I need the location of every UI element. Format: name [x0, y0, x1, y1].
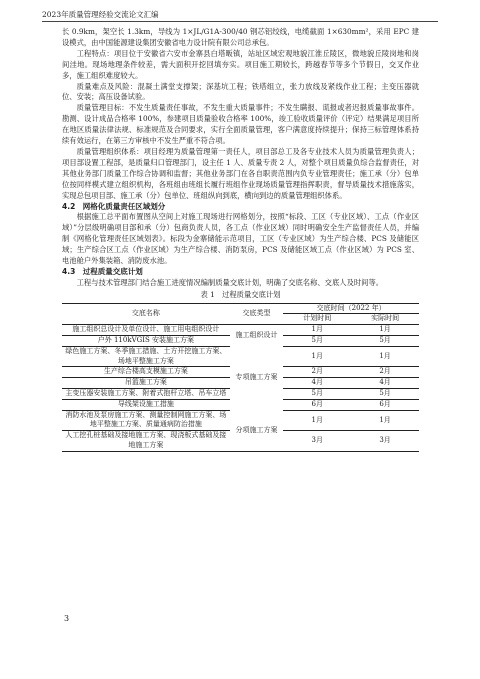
row-name: 吊篮施工方案: [62, 378, 230, 389]
row-actual: 4月: [351, 378, 419, 389]
row-planned: 1月: [283, 325, 351, 336]
header-type: 交底类型: [230, 303, 284, 325]
row-name: 生产综合楼高支模施工方案: [62, 367, 230, 378]
row-planned: 4月: [283, 378, 351, 389]
row-planned: 1月: [283, 346, 351, 367]
header-planned: 计划时间: [283, 314, 351, 325]
running-header: 2023年质量管理经验交流论文汇编: [42, 10, 159, 19]
row-name: 户外 110kVGIS 安装施工方案: [62, 336, 230, 347]
row-name: 施工组织总设计及单位设计、施工用电组织设计: [62, 325, 230, 336]
paragraph-features: 工程特点：项目位于安徽省六安市金寨县白塔畈镇，站址区域宏观地貌江淮丘陵区，微地貌丘陵岗地和岗间洼地。现场地理条件较差，需大面积开挖回填夯实。项目施工期较长，跨越春节等多个节假日，交叉作业多，施工组织难度较大。: [62, 48, 419, 80]
paragraph-briefing-plan: 工程与技术管理部门结合施工进度情况编制质量交底计划，明确了交底名称、交底人及时间等。: [76, 277, 384, 287]
row-planned: 2月: [283, 367, 351, 378]
row-planned: 1月: [283, 410, 351, 431]
row-actual: 5月: [351, 389, 419, 400]
header-name: 交底名称: [62, 303, 230, 325]
briefing-plan-table: [62, 303, 419, 452]
header-rule: [42, 21, 438, 22]
row-type: 分项施工方案: [230, 410, 284, 451]
table-row: [62, 410, 419, 431]
row-actual: 1月: [351, 346, 419, 367]
row-actual: 3月: [351, 431, 419, 452]
section-heading-4-2: 4.2 网格化质量责任区域划分: [62, 201, 166, 211]
row-name: 绿色施工方案、冬季施工措施、土方开挖施工方案、场地平整施工方案: [62, 346, 230, 367]
section-heading-4-3: 4.3 过程质量交底计划: [62, 266, 143, 276]
table-row: [62, 346, 419, 367]
paragraph-targets: 质量管理目标：不发生质量责任事故，不发生重大质量事件；不发生瞒报、谎报或者迟报质量事故事件。勘测、设计成品合格率 100%，参建项目质量验收合格率 100%，竣工验收质量评价（评定）结果满足项目所在地区质量法律法规、标准规范及合同要求，实行全面质量管理，客户满意度持续提升；保持三标管理体系持续有效运行，在第三方审核中不发生严重不符合项。: [62, 103, 419, 146]
row-name: 主变压器安装施工方案、附着式抱杆立塔、吊车立塔: [62, 389, 230, 400]
row-actual: 1月: [351, 325, 419, 336]
header-time-group: 交底时间（2022 年）: [283, 303, 419, 314]
row-actual: 1月: [351, 410, 419, 431]
row-type: 专项施工方案: [235, 373, 278, 382]
header-actual: 实际时间: [351, 314, 419, 325]
paragraph-organization: 质量管理组织体系：项目经理为质量管理第一责任人，项目部总工及各专业技术人员为质量管理负责人；项目部设置工程部，是质量归口管理部门，设主任 1 人、质量专责 2 人，对整个项目质量负综合监督责任，对其他业务部门质量工作综合协调和监督；其他业务部门在各自职责范围内负专业管理责任；施工承（分）包单位按同样模式建立组织机构，各班组由班组长履行班组作业现场质量管理指挥职责，督导质量技术措施落实，实现总包项目部、施工承（分）包单位、班组纵向到底，横向到边的质量管理组织体系。: [62, 146, 419, 200]
paragraph-grid-division: 根据施工总平面布置图从空间上对施工现场进行网格划分，按照“标段、工区（专业区域）、工点（作业区域）”分层级明确项目部和承（分）包商负责人员，各工点（作业区域）同时明确安全生产监督责任人员，并编制《网格化管理责任区域划表》。标段为金寨储能示范项目，工区（专业区域）为生产综合楼、PCS 及储能区域；生产综合区工点（作业区域）为生产综合楼、消防泵房，PCS 及储能区域工点（作业区域）为 PCS 室、电池舱户外集装箱、消防废水池。: [62, 212, 419, 266]
table-row: [62, 325, 419, 336]
row-name: 导线架设施工措施: [62, 399, 230, 410]
row-actual: 5月: [351, 336, 419, 347]
paragraph-scale: 长 0.9km，架空长 1.3km，导线为 1×JL/G1A-300/40 钢芯铝绞线，电缆截面 1×630mm²，采用 EPC 建设模式，由中国能源建设集团安徽省电力设计院有限公司总承包。: [62, 27, 419, 47]
row-planned: 5月: [283, 389, 351, 400]
row-name: 人工挖孔桩基础及接地施工方案、现浇板式基础及接地施工方案: [62, 431, 230, 452]
row-type: 施工组织设计: [235, 330, 278, 339]
paragraph-risks: 质量难点及风险：混凝土满堂支撑架；深基坑工程；铁塔组立，张力放线及紧线作业工程；主变压器就位、安装；高压设备试验。: [62, 81, 419, 102]
page-number: 3: [64, 614, 70, 623]
row-name: 消防水池及泵房施工方案、测量控制网施工方案、场地平整施工方案、质量通病防治措施: [62, 410, 230, 431]
table-caption: 表 1 过程质量交底计划: [200, 289, 281, 299]
row-planned: 6月: [283, 399, 351, 410]
row-actual: 6月: [351, 399, 419, 410]
row-planned: 5月: [283, 336, 351, 347]
row-planned: 3月: [283, 431, 351, 452]
document-body: [62, 27, 419, 452]
row-actual: 2月: [351, 367, 419, 378]
